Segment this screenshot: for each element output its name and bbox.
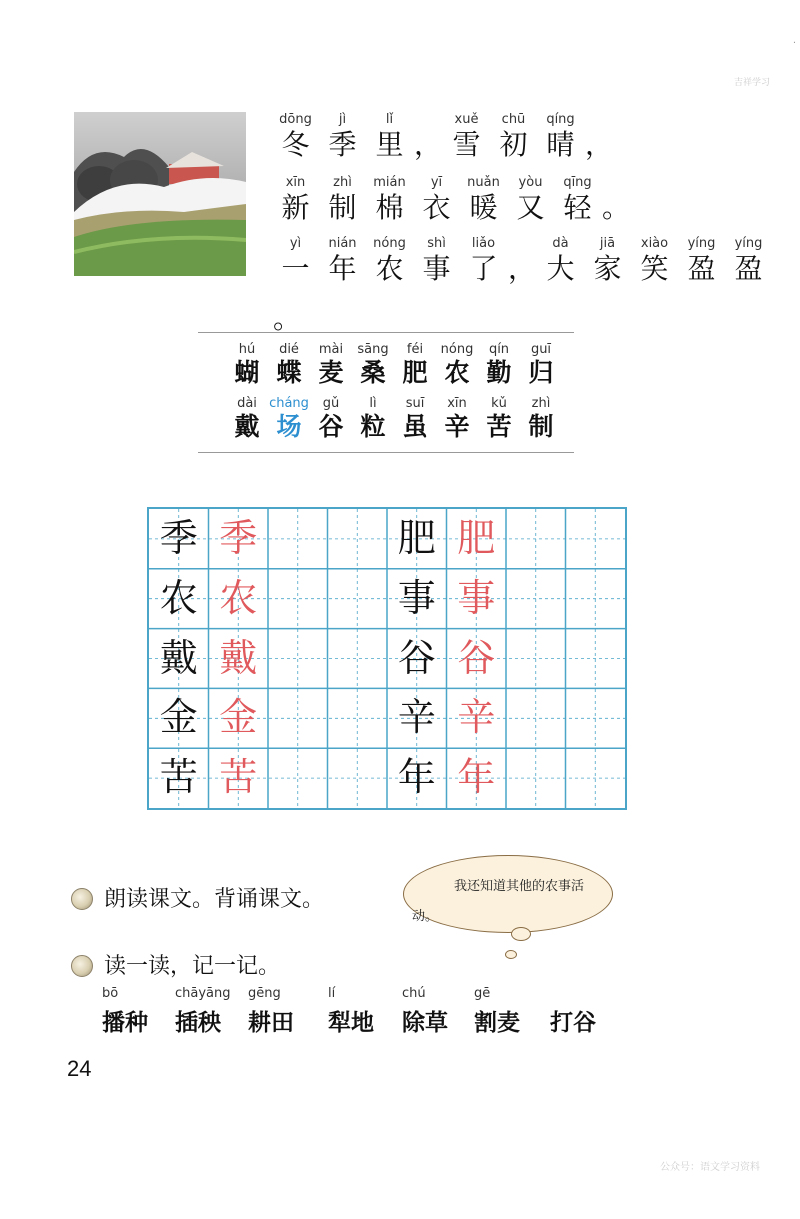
poem-line: [272, 175, 631, 225]
pinyin: kǔ: [491, 396, 507, 411]
poem-char: [537, 236, 584, 286]
pinyin: xiào: [640, 236, 669, 251]
hanzi: ，: [507, 252, 536, 285]
poem-char: [319, 112, 366, 162]
pinyin: lí: [328, 986, 336, 1001]
exercise-2: 读一读，记一记。: [104, 954, 281, 979]
pinyin: nóng: [373, 236, 406, 251]
pinyin: liǎo: [471, 236, 496, 251]
hanzi: 笑: [640, 252, 669, 285]
coin-icon: [71, 955, 93, 977]
pinyin: dōng: [279, 112, 312, 127]
hanzi: 制: [328, 191, 357, 224]
vocab-char: [394, 342, 436, 388]
pinyin: féi: [406, 342, 424, 357]
pinyin: chū: [501, 112, 526, 127]
hanzi: 又: [516, 191, 545, 224]
vocab-row: [226, 342, 562, 388]
vocab-top-rule: [198, 332, 574, 333]
pinyin: xuě: [454, 112, 479, 127]
hanzi: 盈: [734, 252, 763, 285]
model-char: 辛: [397, 695, 436, 740]
trace-char: 戴: [219, 635, 258, 680]
poem-char: [413, 175, 460, 225]
vocab-char: [478, 396, 520, 442]
pinyin: gēng: [248, 986, 281, 1001]
hanzi: 轻: [563, 191, 592, 224]
poem-char: [319, 175, 366, 225]
hanzi: 勤: [486, 358, 512, 387]
poem-punctuation: [601, 175, 631, 225]
hanzi: 。: [601, 191, 630, 224]
hanzi: 打谷: [550, 1009, 596, 1036]
model-char: 戴: [159, 635, 198, 680]
pinyin: yíng: [734, 236, 763, 251]
poem-char: [554, 175, 601, 225]
hanzi: 初: [499, 128, 528, 161]
poem-char: [272, 175, 319, 225]
hanzi: 犁地: [328, 1009, 374, 1036]
poem-char: [725, 236, 772, 286]
hanzi: 新: [281, 191, 310, 224]
hanzi: 虽: [402, 412, 428, 441]
writing-grid: [147, 507, 627, 810]
hanzi: 农: [375, 252, 404, 285]
pinyin: sāng: [357, 342, 389, 357]
poem-punctuation: [413, 112, 443, 162]
vocab-char: [352, 342, 394, 388]
hanzi: 雪: [452, 128, 481, 161]
vocab-char: [310, 342, 352, 388]
vocab-char: [436, 396, 478, 442]
poem-char: [584, 236, 631, 286]
hanzi: 辛: [444, 412, 470, 441]
hanzi: 麦: [318, 358, 344, 387]
pinyin: qíng: [546, 112, 575, 127]
hanzi: 播种: [102, 1009, 148, 1036]
poem-punctuation: [507, 236, 537, 286]
hanzi: 苦: [486, 412, 512, 441]
vocab-char: [352, 396, 394, 442]
poem-char: [490, 112, 537, 162]
hanzi: 暖: [469, 191, 498, 224]
pinyin: yì: [289, 236, 302, 251]
hanzi: 肥: [402, 358, 428, 387]
pinyin: suī: [405, 396, 425, 411]
vocab-char: [268, 396, 310, 442]
poem-char: [272, 112, 319, 162]
pinyin: [601, 175, 631, 191]
poem-char: [537, 112, 584, 162]
trace-char: 辛: [457, 695, 496, 740]
hanzi: 插秧: [175, 1009, 221, 1036]
pinyin: hú: [238, 342, 256, 357]
poem-char: [460, 175, 507, 225]
hanzi: ，: [584, 128, 613, 161]
vocab-row: [226, 396, 562, 442]
hanzi: 蝴: [234, 358, 260, 387]
poem-char: [319, 236, 366, 286]
pinyin: lì: [369, 396, 377, 411]
poem-punctuation: [272, 286, 302, 336]
pinyin: bō: [102, 986, 119, 1001]
pinyin: guī: [530, 342, 552, 357]
vocab-char: [226, 342, 268, 388]
pinyin: jiā: [599, 236, 616, 251]
hanzi: 制: [528, 412, 554, 441]
hanzi: 割麦: [474, 1009, 520, 1036]
pinyin: xīn: [447, 396, 467, 411]
pinyin: qīng: [563, 175, 592, 190]
hanzi: 场: [276, 412, 302, 441]
hanzi: 农: [444, 358, 470, 387]
model-char: 季: [159, 516, 198, 560]
hanzi: 家: [593, 252, 622, 285]
hanzi: 晴: [546, 128, 575, 161]
trace-char: 季: [219, 516, 258, 560]
bubble-dot: [511, 927, 531, 941]
pinyin: mài: [318, 342, 344, 357]
pinyin: [584, 112, 614, 128]
hanzi: 衣: [422, 191, 451, 224]
hanzi: 蝶: [276, 358, 302, 387]
exercise-1: 朗读课文。背诵课文。: [104, 887, 325, 912]
hanzi: 年: [328, 252, 357, 285]
hanzi: 事: [422, 252, 451, 285]
vocab-char: [394, 396, 436, 442]
model-char: 农: [159, 575, 198, 620]
hanzi: 耕田: [248, 1009, 294, 1036]
pinyin: yī: [430, 175, 443, 190]
trace-char: 肥: [457, 516, 496, 560]
hanzi: 归: [528, 358, 554, 387]
poem-punctuation: [584, 112, 614, 162]
hanzi: 粒: [360, 412, 386, 441]
hanzi: 了: [469, 252, 498, 285]
pinyin: [272, 286, 302, 302]
trace-char: 年: [457, 755, 496, 800]
poem-char: [631, 236, 678, 286]
hanzi: 棉: [375, 191, 404, 224]
hanzi: 盈: [687, 252, 716, 285]
trace-char: 谷: [457, 635, 496, 680]
page-number: 24: [67, 1056, 92, 1081]
pinyin: xīn: [285, 175, 306, 190]
hanzi: ，: [413, 128, 442, 161]
vocab-char: [310, 396, 352, 442]
vocab-char: [268, 342, 310, 388]
pinyin: dié: [279, 342, 299, 357]
watermark-top: 吉祥学习: [733, 78, 770, 88]
hanzi: 谷: [318, 412, 344, 441]
pinyin: zhì: [333, 175, 352, 190]
poem-char: [507, 175, 554, 225]
poem-line: [272, 112, 614, 162]
pinyin: chāyāng: [175, 986, 231, 1001]
vocab-char: [436, 342, 478, 388]
pinyin: nián: [328, 236, 357, 251]
hanzi: 桑: [360, 358, 386, 387]
pinyin: yíng: [687, 236, 716, 251]
model-char: 金: [159, 695, 198, 740]
vocab-char: [478, 342, 520, 388]
hanzi: 一: [281, 252, 310, 285]
poem-char: [366, 175, 413, 225]
pinyin: zhì: [531, 396, 551, 411]
pinyin: lǐ: [385, 112, 394, 127]
pinyin: dà: [552, 236, 569, 251]
pinyin: [507, 236, 537, 252]
bubble-dot: [505, 950, 517, 959]
hanzi: 。: [272, 302, 301, 335]
poem-char: [366, 236, 413, 286]
hanzi: 除草: [402, 1009, 448, 1036]
pinyin: nóng: [440, 342, 474, 357]
model-char: 肥: [397, 516, 436, 560]
model-char: 苦: [159, 755, 198, 800]
hanzi: 季: [328, 128, 357, 161]
pinyin: jì: [338, 112, 347, 127]
vocab-bottom-rule: [198, 452, 574, 453]
vocab-char: [520, 396, 562, 442]
poem-char: [413, 236, 460, 286]
pinyin: chú: [402, 986, 426, 1001]
trace-char: 事: [457, 575, 496, 620]
poem-char: [272, 236, 319, 286]
winter-village-illustration: [74, 112, 246, 276]
model-char: 事: [397, 575, 436, 620]
poem-char: [366, 112, 413, 162]
model-char: 谷: [397, 635, 436, 680]
trace-char: 金: [219, 695, 258, 740]
pinyin: [413, 112, 443, 128]
hanzi: 冬: [281, 128, 310, 161]
poem-char: [678, 236, 725, 286]
hanzi: 里: [375, 128, 404, 161]
pinyin: yòu: [518, 175, 543, 190]
pinyin: cháng: [269, 396, 309, 411]
vocab-char: [520, 342, 562, 388]
hanzi: 大: [546, 252, 575, 285]
model-char: 年: [397, 755, 436, 800]
trace-char: 苦: [219, 755, 258, 800]
pinyin: gǔ: [322, 396, 340, 411]
watermark-bottom: 公众号：语文学习资料: [660, 1162, 760, 1173]
poem-line: [272, 236, 800, 336]
poem-char: [460, 236, 507, 286]
vocab-char: [226, 396, 268, 442]
pinyin: nuǎn: [467, 175, 500, 190]
trace-char: 农: [219, 575, 258, 620]
pinyin: dài: [237, 396, 257, 411]
coin-icon: [71, 888, 93, 910]
hanzi: 戴: [234, 412, 260, 441]
thought-bubble-text: 我还知道其他的农事活动。: [412, 879, 585, 924]
pinyin: qín: [488, 342, 510, 357]
pinyin: gē: [474, 986, 491, 1001]
poem-char: [443, 112, 490, 162]
pinyin: shì: [427, 236, 446, 251]
pinyin: mián: [373, 175, 406, 190]
corner-mark: ·: [792, 38, 796, 49]
